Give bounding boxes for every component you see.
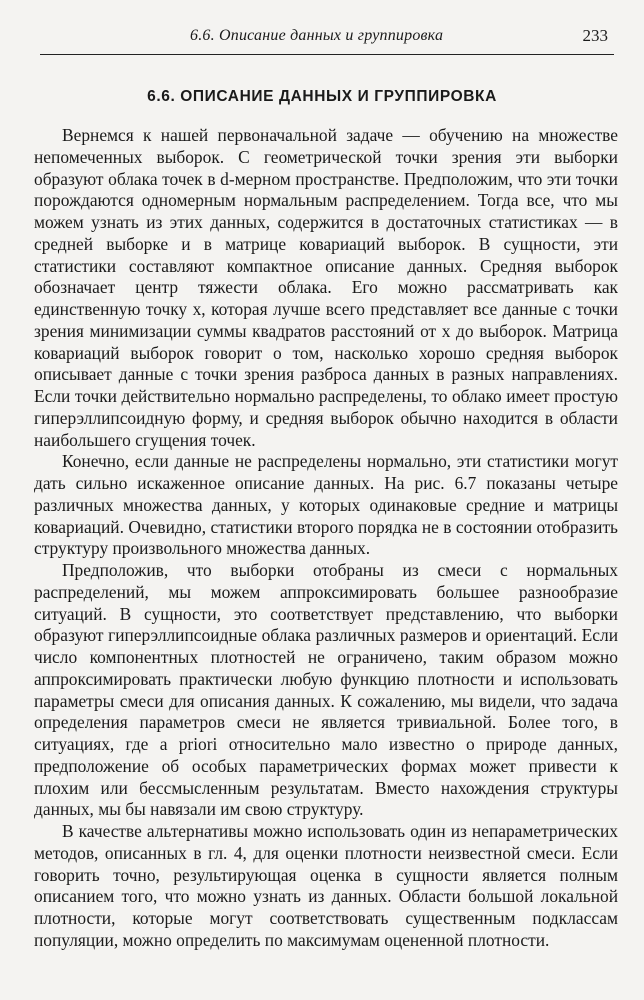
- paragraph: Предположив, что выборки отобраны из смеси c нормальных распределений, мы можем аппроксимировать большее разнообразие ситуаций. В сущности, это соответствует представлению, что выборки образуют гиперэллипсоидные облака различных размеров и ориентаций. Если число компонентных плотностей не ограничено, таким образом можно аппроксимировать практически любую функцию плотности и использовать параметры смеси для описания данных. К сожалению, мы видели, что задача определения параметров смеси не является тривиальной. Более того, в ситуациях, где a priori относительно мало известно о природе данных, предположение об особых параметрических формах может привести к плохим или бессмысленным результатам. Вместо нахождения структуры данных, мы бы навязали им свою структуру.: [34, 560, 618, 820]
- running-head: [40, 24, 614, 52]
- body-text: [34, 125, 618, 952]
- paragraph: В качестве альтернативы можно использовать один из непараметрических методов, описанных в гл. 4, для оценки плотности неизвестной смеси. Если говорить точно, результирующая оценка в сущности является полным описанием того, что можно узнать из данных. Области большой локальной плотности, которые могут соответствовать существенным подклассам популяции, можно определить по максимумам оцененной плотности.: [34, 821, 618, 950]
- header-rule: [40, 54, 614, 55]
- paragraph: Конечно, если данные не распределены нормально, эти статистики могут дать сильно искаженное описание данных. На рис. 6.7 показаны четыре различных множества данных, у которых одинаковые средние и матрицы ковариаций. Очевидно, статистики второго порядка не в состоянии отобразить структуру произвольного множества данных.: [34, 451, 618, 559]
- paragraph: Вернемся к нашей первоначальной задаче — обучению на множестве непомеченных выборок. С геометрической точки зрения эти выборки образуют облака точек в d-мерном пространстве. Предположим, что эти точки порождаются одномерным нормальным распределением. Тогда все, что мы можем узнать из этих данных, содержится в достаточных статистиках — в средней выборке и в матрице ковариаций выборок. В сущности, эти статистики составляют компактное описание данных. Средняя выборок обозначает центр тяжести облака. Его можно рассматривать как единственную точку x, которая лучше всего представляет все данные с точки зрения минимизации суммы квадратов расстояний от x до выборок. Матрица ковариаций выборок говорит о том, насколько хорошо средняя выборок описывает данные с точки зрения разброса данных в разных направлениях. Если точки действительно нормально распределены, то облако имеет простую гиперэллипсоидную форму, и средняя выборок обычно находится в области наибольшего сгущения точек.: [34, 125, 618, 450]
- page-number: 233: [582, 26, 608, 45]
- running-title: 6.6. Описание данных и группировка: [190, 27, 444, 44]
- section-title: 6.6. ОПИСАНИЕ ДАННЫХ И ГРУППИРОВКА: [147, 88, 497, 105]
